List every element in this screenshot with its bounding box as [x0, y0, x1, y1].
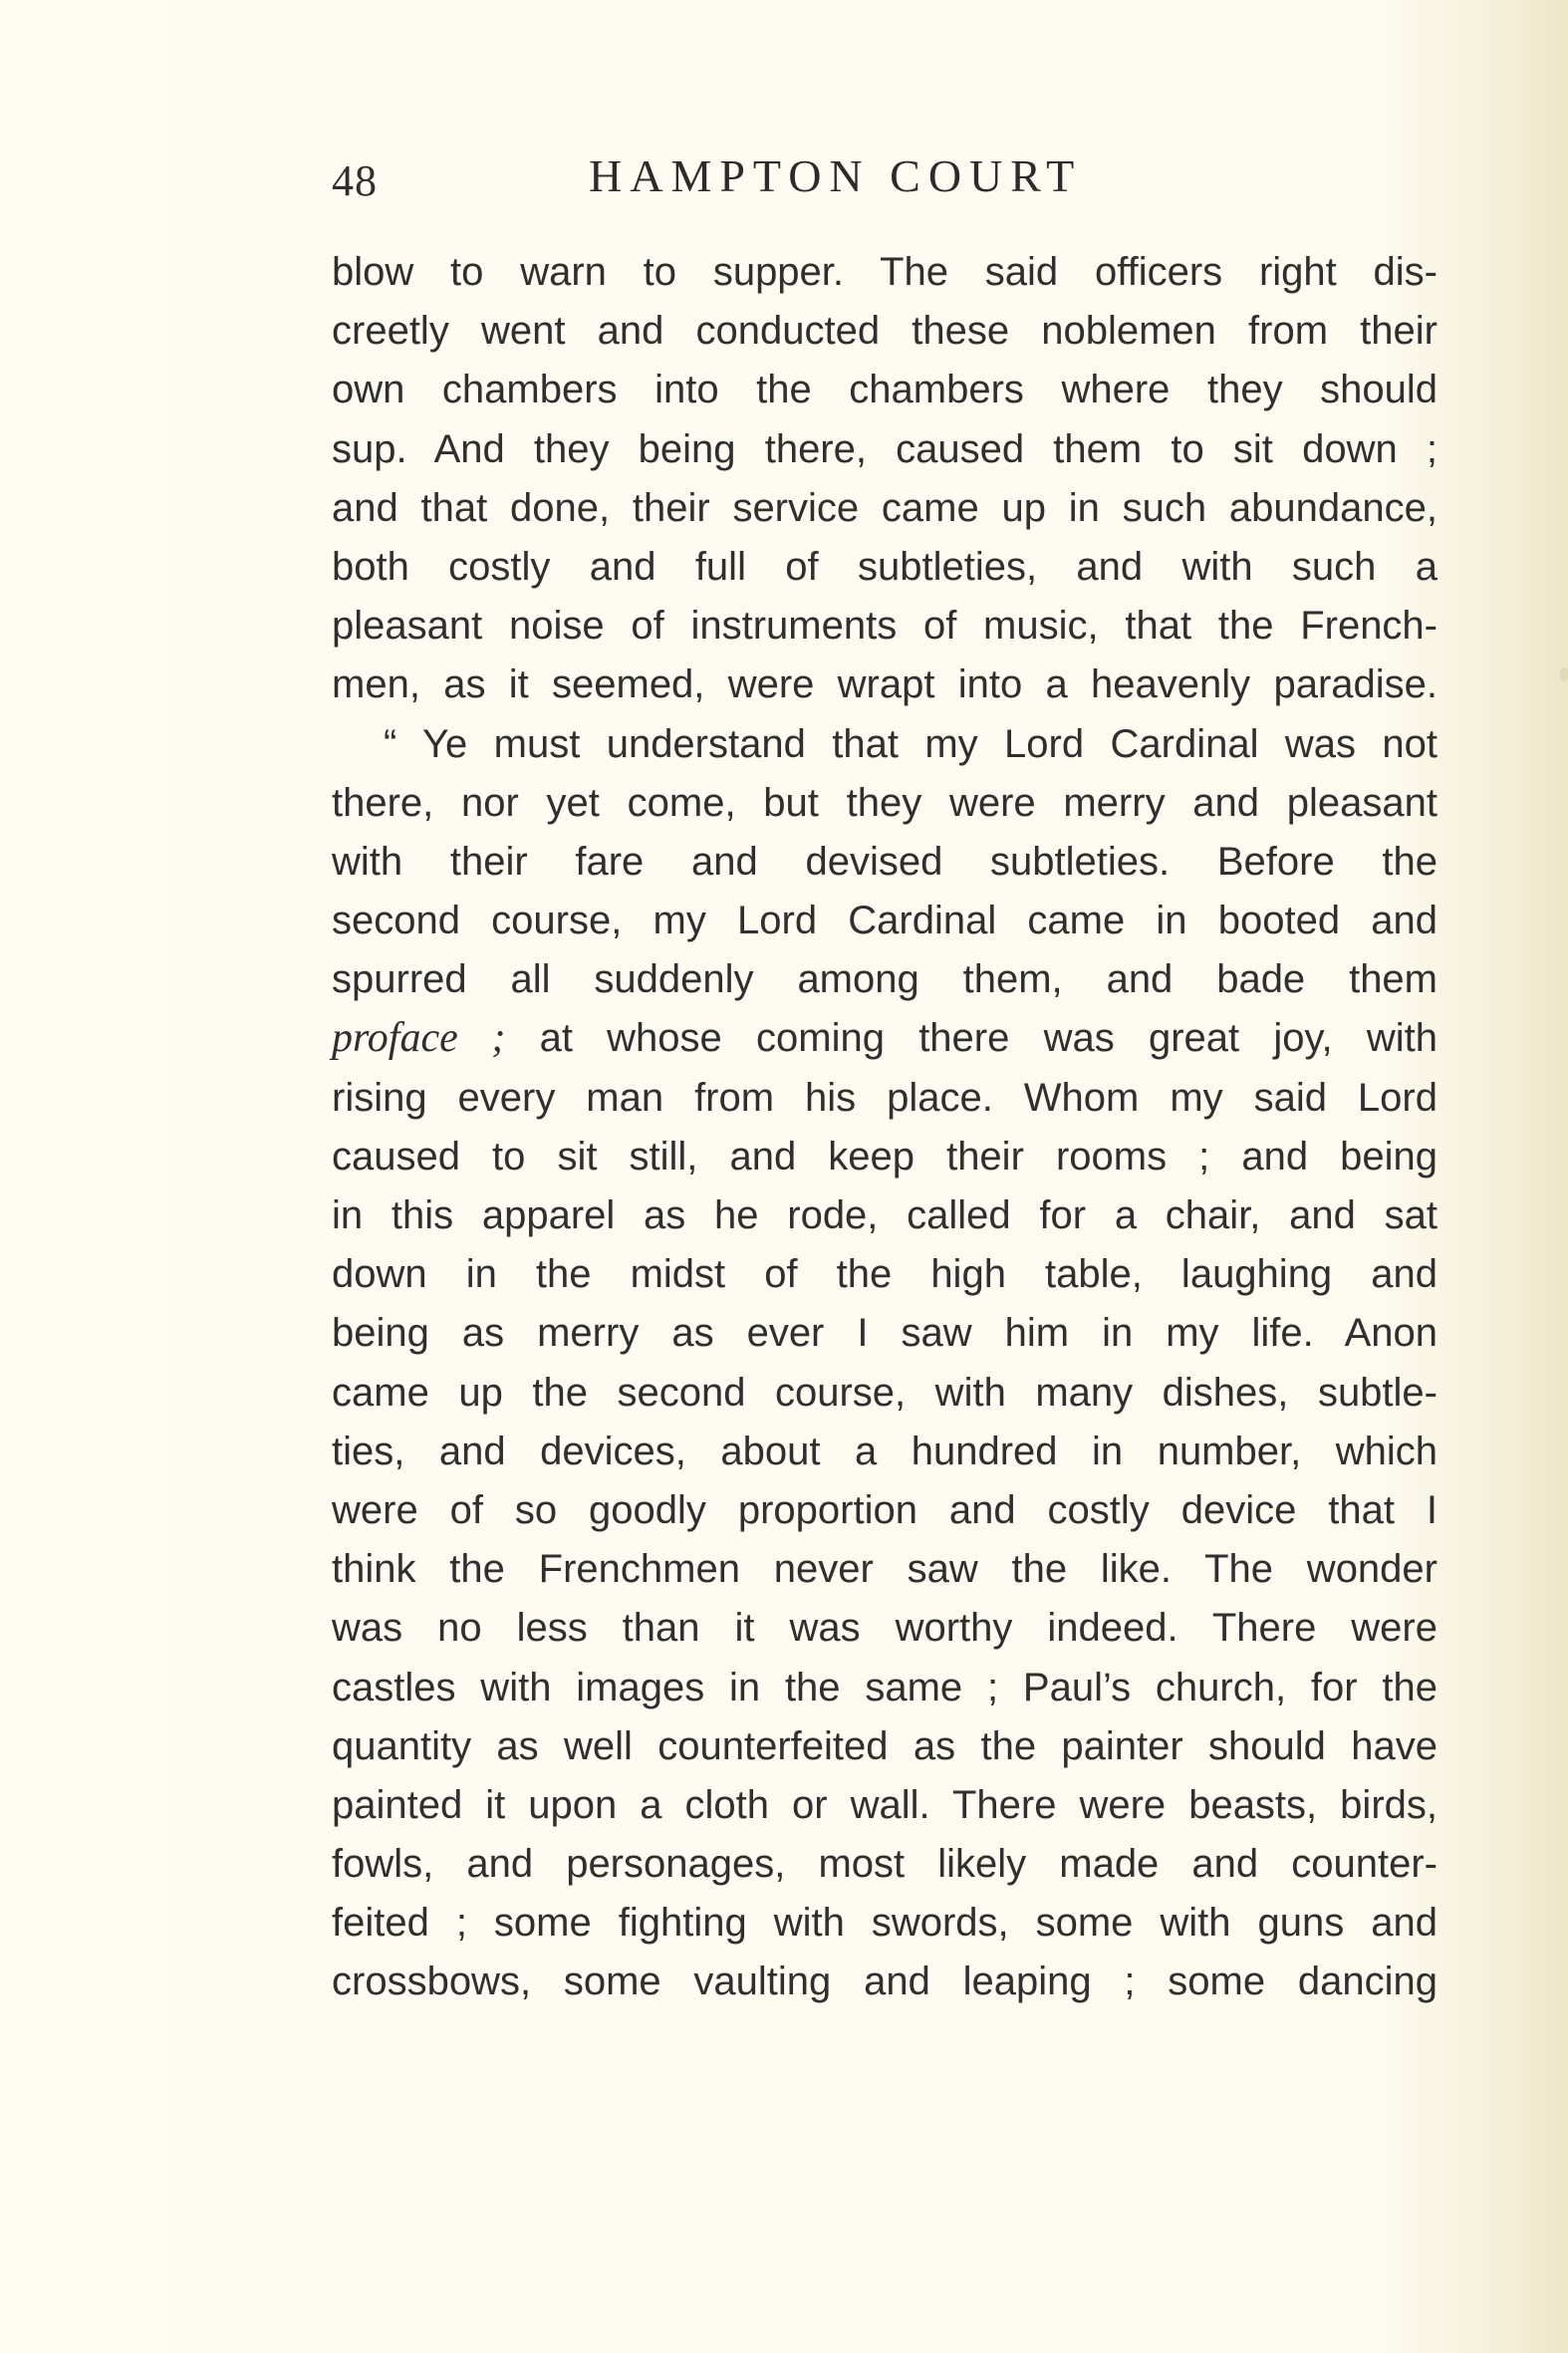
text-line: down in the midst of the high table, laughing and	[332, 1252, 1437, 1297]
text-line: pleasant noise of instruments of music, that the French-	[332, 604, 1437, 649]
italic-word: proface ;	[332, 1015, 506, 1062]
text-line: there, nor yet come, but they were merry and pleasant	[332, 780, 1437, 825]
page-header	[332, 149, 1437, 205]
text-line: “ Ye must understand that my Lord Cardinal was not	[384, 721, 1437, 766]
text-line: blow to warn to supper. The said officers right dis-	[332, 250, 1437, 294]
text-line: were of so goodly proportion and costly device that I	[332, 1487, 1437, 1532]
text-line: painted it upon a cloth or wall. There were beasts, birds,	[332, 1782, 1437, 1827]
body-text	[332, 243, 1437, 2012]
text-line: men, as it seemed, were wrapt into a heavenly paradise.	[332, 662, 1437, 707]
text-line: caused to sit still, and keep their rooms ; and being	[332, 1134, 1437, 1178]
text-line: spurred all suddenly among them, and bade them	[332, 957, 1437, 1002]
page-edge-mark	[1560, 667, 1568, 681]
text-line: fowls, and personages, most likely made and counter-	[332, 1842, 1437, 1887]
text-line-with-italic	[332, 1009, 1437, 1068]
page-number: 48	[332, 156, 378, 205]
text-line: and that done, their service came up in such abundance,	[332, 485, 1437, 530]
text-line: think the Frenchmen never saw the like. The wonder	[332, 1547, 1437, 1592]
text-line: second course, my Lord Cardinal came in booted and	[332, 899, 1437, 943]
running-title: HAMPTON COURT	[589, 150, 1083, 201]
text-line: ties, and devices, about a hundred in number, which	[332, 1429, 1437, 1473]
text-line-rest: at whose coming there was great joy, with	[539, 1016, 1437, 1061]
text-line: being as merry as ever I saw him in my life. Anon	[332, 1311, 1437, 1356]
text-line: in this apparel as he rode, called for a chair, and sat	[332, 1193, 1437, 1237]
text-line: quantity as well counterfeited as the painter should have	[332, 1723, 1437, 1768]
text-line: castles with images in the same ; Paul’s church, for the	[332, 1665, 1437, 1709]
text-line: creetly went and conducted these noblemen from their	[332, 309, 1437, 354]
text-line: was no less than it was worthy indeed. There were	[332, 1606, 1437, 1651]
text-line: crossbows, some vaulting and leaping ; some dancing	[332, 1960, 1437, 2004]
text-line: came up the second course, with many dishes, subtle-	[332, 1370, 1437, 1415]
text-line: own chambers into the chambers where they should	[332, 368, 1437, 412]
text-line: with their fare and devised subtleties. Before the	[332, 839, 1437, 884]
text-line: sup. And they being there, caused them to sit down ;	[332, 426, 1437, 471]
text-line: feited ; some fighting with swords, some with guns and	[332, 1901, 1437, 1946]
text-line: both costly and full of subtleties, and with such a	[332, 544, 1437, 589]
text-line: rising every man from his place. Whom my said Lord	[332, 1075, 1437, 1120]
